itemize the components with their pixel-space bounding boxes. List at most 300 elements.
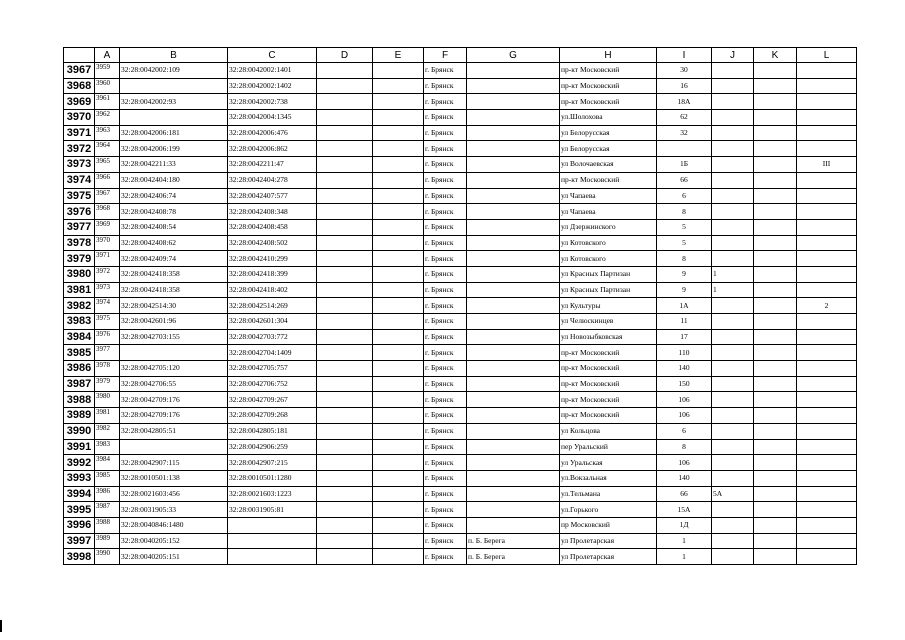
cell-h[interactable]: ул Кольцова	[560, 423, 657, 439]
cell-l[interactable]	[797, 455, 857, 471]
cell-g[interactable]	[467, 63, 560, 79]
column-header-k[interactable]: K	[754, 48, 797, 63]
cell-j[interactable]	[712, 78, 754, 94]
cell-a[interactable]: 3961	[95, 94, 120, 110]
row-header[interactable]: 3969	[64, 94, 95, 110]
cell-b[interactable]: 32:28:0042706:55	[120, 376, 228, 392]
cell-f[interactable]: г. Брянск	[424, 329, 467, 345]
row-header[interactable]: 3972	[64, 141, 95, 157]
cell-e[interactable]	[373, 235, 424, 251]
row-header[interactable]: 3993	[64, 470, 95, 486]
cell-k[interactable]	[754, 392, 797, 408]
cell-g[interactable]	[467, 439, 560, 455]
cell-e[interactable]	[373, 63, 424, 79]
cell-c[interactable]: 32:28:0042006:862	[228, 141, 317, 157]
cell-d[interactable]	[317, 188, 373, 204]
cell-f[interactable]: г. Брянск	[424, 345, 467, 361]
cell-i[interactable]: 17	[657, 329, 712, 345]
cell-c[interactable]	[228, 517, 317, 533]
cell-j[interactable]	[712, 172, 754, 188]
cell-k[interactable]	[754, 251, 797, 267]
cell-d[interactable]	[317, 345, 373, 361]
cell-g[interactable]	[467, 423, 560, 439]
cell-b[interactable]: 32:28:0042409:74	[120, 251, 228, 267]
cell-f[interactable]: г. Брянск	[424, 235, 467, 251]
cell-k[interactable]	[754, 314, 797, 330]
cell-e[interactable]	[373, 423, 424, 439]
cell-b[interactable]: 32:28:0042601:96	[120, 314, 228, 330]
cell-c[interactable]: 32:28:0042004:1345	[228, 110, 317, 126]
cell-h[interactable]: ул Красных Партизан	[560, 266, 657, 282]
row-header[interactable]: 3987	[64, 376, 95, 392]
cell-h[interactable]: ул Челюскинцев	[560, 314, 657, 330]
cell-l[interactable]	[797, 110, 857, 126]
column-header-e[interactable]: E	[373, 48, 424, 63]
cell-a[interactable]: 3970	[95, 235, 120, 251]
cell-d[interactable]	[317, 502, 373, 518]
cell-f[interactable]: г. Брянск	[424, 251, 467, 267]
cell-h[interactable]: ул Белорусская	[560, 125, 657, 141]
cell-d[interactable]	[317, 298, 373, 314]
cell-g[interactable]	[467, 298, 560, 314]
cell-e[interactable]	[373, 486, 424, 502]
cell-i[interactable]: 150	[657, 376, 712, 392]
cell-c[interactable]: 32:28:0042002:1401	[228, 63, 317, 79]
cell-i[interactable]: 1	[657, 533, 712, 549]
cell-f[interactable]: г. Брянск	[424, 94, 467, 110]
cell-d[interactable]	[317, 219, 373, 235]
cell-h[interactable]: пр-кт Московский	[560, 345, 657, 361]
cell-j[interactable]	[712, 392, 754, 408]
cell-d[interactable]	[317, 533, 373, 549]
column-header-j[interactable]: J	[712, 48, 754, 63]
cell-i[interactable]: 106	[657, 408, 712, 424]
cell-l[interactable]	[797, 172, 857, 188]
cell-j[interactable]	[712, 219, 754, 235]
cell-l[interactable]: 2	[797, 298, 857, 314]
cell-h[interactable]: пр-кт Московский	[560, 376, 657, 392]
cell-i[interactable]: 140	[657, 470, 712, 486]
cell-e[interactable]	[373, 439, 424, 455]
cell-c[interactable]: 32:28:0042709:268	[228, 408, 317, 424]
cell-d[interactable]	[317, 361, 373, 377]
cell-h[interactable]: пр Московский	[560, 517, 657, 533]
cell-g[interactable]	[467, 329, 560, 345]
cell-b[interactable]: 32:28:0042514:30	[120, 298, 228, 314]
cell-g[interactable]	[467, 251, 560, 267]
cell-e[interactable]	[373, 329, 424, 345]
cell-d[interactable]	[317, 204, 373, 220]
cell-b[interactable]: 32:28:0042002:93	[120, 94, 228, 110]
cell-c[interactable]: 32:28:0042404:278	[228, 172, 317, 188]
cell-g[interactable]	[467, 125, 560, 141]
cell-g[interactable]	[467, 110, 560, 126]
cell-b[interactable]: 32:28:0040205:152	[120, 533, 228, 549]
cell-h[interactable]: ул.Шолохова	[560, 110, 657, 126]
cell-j[interactable]	[712, 455, 754, 471]
cell-k[interactable]	[754, 235, 797, 251]
cell-b[interactable]: 32:28:0042705:120	[120, 361, 228, 377]
row-header[interactable]: 3996	[64, 517, 95, 533]
corner-header[interactable]	[64, 48, 95, 63]
cell-k[interactable]	[754, 408, 797, 424]
cell-l[interactable]	[797, 423, 857, 439]
cell-i[interactable]: 1	[657, 549, 712, 565]
row-header[interactable]: 3998	[64, 549, 95, 565]
row-header[interactable]: 3985	[64, 345, 95, 361]
row-header[interactable]: 3991	[64, 439, 95, 455]
cell-l[interactable]	[797, 486, 857, 502]
cell-f[interactable]: г. Брянск	[424, 486, 467, 502]
cell-b[interactable]: 32:28:0042709:176	[120, 392, 228, 408]
cell-f[interactable]: г. Брянск	[424, 63, 467, 79]
cell-j[interactable]	[712, 141, 754, 157]
cell-k[interactable]	[754, 517, 797, 533]
cell-a[interactable]: 3969	[95, 219, 120, 235]
cell-f[interactable]: г. Брянск	[424, 455, 467, 471]
cell-e[interactable]	[373, 408, 424, 424]
cell-c[interactable]	[228, 549, 317, 565]
cell-b[interactable]	[120, 345, 228, 361]
cell-g[interactable]	[467, 408, 560, 424]
cell-k[interactable]	[754, 329, 797, 345]
cell-k[interactable]	[754, 298, 797, 314]
cell-g[interactable]	[467, 314, 560, 330]
cell-l[interactable]	[797, 266, 857, 282]
cell-g[interactable]	[467, 188, 560, 204]
cell-h[interactable]: ул Новозыбковская	[560, 329, 657, 345]
cell-l[interactable]	[797, 204, 857, 220]
cell-a[interactable]: 3989	[95, 533, 120, 549]
cell-i[interactable]: 66	[657, 486, 712, 502]
cell-e[interactable]	[373, 125, 424, 141]
cell-j[interactable]	[712, 345, 754, 361]
cell-l[interactable]	[797, 314, 857, 330]
cell-l[interactable]	[797, 63, 857, 79]
cell-c[interactable]: 32:28:0042704:1409	[228, 345, 317, 361]
cell-j[interactable]	[712, 314, 754, 330]
cell-b[interactable]: 32:28:0021603:456	[120, 486, 228, 502]
cell-g[interactable]	[467, 345, 560, 361]
cell-h[interactable]: ул Культуры	[560, 298, 657, 314]
row-header[interactable]: 3989	[64, 408, 95, 424]
cell-k[interactable]	[754, 282, 797, 298]
cell-h[interactable]: пр-кт Московский	[560, 392, 657, 408]
cell-k[interactable]	[754, 63, 797, 79]
cell-i[interactable]: 16	[657, 78, 712, 94]
cell-i[interactable]: 9	[657, 266, 712, 282]
cell-d[interactable]	[317, 282, 373, 298]
cell-h[interactable]: ул Чапаева	[560, 204, 657, 220]
cell-b[interactable]: 32:28:0042006:199	[120, 141, 228, 157]
cell-b[interactable]: 32:28:0042408:62	[120, 235, 228, 251]
cell-k[interactable]	[754, 376, 797, 392]
cell-g[interactable]	[467, 392, 560, 408]
cell-d[interactable]	[317, 125, 373, 141]
cell-k[interactable]	[754, 470, 797, 486]
cell-e[interactable]	[373, 251, 424, 267]
cell-e[interactable]	[373, 361, 424, 377]
cell-h[interactable]: ул Пролетарская	[560, 533, 657, 549]
row-header[interactable]: 3986	[64, 361, 95, 377]
cell-e[interactable]	[373, 470, 424, 486]
cell-e[interactable]	[373, 188, 424, 204]
cell-i[interactable]: 62	[657, 110, 712, 126]
row-header[interactable]: 3975	[64, 188, 95, 204]
cell-g[interactable]	[467, 266, 560, 282]
cell-j[interactable]	[712, 63, 754, 79]
cell-f[interactable]: г. Брянск	[424, 423, 467, 439]
cell-j[interactable]	[712, 408, 754, 424]
row-header[interactable]: 3980	[64, 266, 95, 282]
cell-a[interactable]: 3959	[95, 63, 120, 79]
cell-a[interactable]: 3977	[95, 345, 120, 361]
cell-c[interactable]	[228, 533, 317, 549]
cell-h[interactable]: ул.Тельмана	[560, 486, 657, 502]
cell-j[interactable]	[712, 549, 754, 565]
cell-d[interactable]	[317, 110, 373, 126]
cell-h[interactable]: ул Пролетарская	[560, 549, 657, 565]
cell-e[interactable]	[373, 298, 424, 314]
cell-i[interactable]: 6	[657, 188, 712, 204]
cell-i[interactable]: 1А	[657, 298, 712, 314]
cell-j[interactable]	[712, 439, 754, 455]
cell-a[interactable]: 3967	[95, 188, 120, 204]
cell-i[interactable]: 9	[657, 282, 712, 298]
cell-c[interactable]: 32:28:0042705:757	[228, 361, 317, 377]
cell-i[interactable]: 140	[657, 361, 712, 377]
row-header[interactable]: 3970	[64, 110, 95, 126]
cell-a[interactable]: 3972	[95, 266, 120, 282]
cell-k[interactable]	[754, 533, 797, 549]
cell-j[interactable]	[712, 298, 754, 314]
cell-a[interactable]: 3988	[95, 517, 120, 533]
cell-l[interactable]	[797, 345, 857, 361]
cell-g[interactable]	[467, 470, 560, 486]
cell-g[interactable]	[467, 78, 560, 94]
cell-j[interactable]: 5А	[712, 486, 754, 502]
row-header[interactable]: 3973	[64, 157, 95, 173]
cell-f[interactable]: г. Брянск	[424, 125, 467, 141]
cell-g[interactable]	[467, 502, 560, 518]
cell-l[interactable]	[797, 361, 857, 377]
cell-i[interactable]: 11	[657, 314, 712, 330]
cell-j[interactable]	[712, 251, 754, 267]
cell-b[interactable]: 32:28:0040205:151	[120, 549, 228, 565]
cell-i[interactable]: 5	[657, 219, 712, 235]
cell-l[interactable]	[797, 329, 857, 345]
cell-j[interactable]	[712, 235, 754, 251]
cell-c[interactable]: 32:28:0042408:458	[228, 219, 317, 235]
cell-g[interactable]: п. Б. Берега	[467, 533, 560, 549]
cell-b[interactable]	[120, 439, 228, 455]
cell-l[interactable]	[797, 235, 857, 251]
cell-g[interactable]	[467, 376, 560, 392]
cell-a[interactable]: 3962	[95, 110, 120, 126]
cell-k[interactable]	[754, 486, 797, 502]
cell-a[interactable]: 3987	[95, 502, 120, 518]
cell-i[interactable]: 8	[657, 439, 712, 455]
column-header-b[interactable]: B	[120, 48, 228, 63]
cell-d[interactable]	[317, 423, 373, 439]
cell-l[interactable]	[797, 549, 857, 565]
cell-l[interactable]	[797, 533, 857, 549]
cell-l[interactable]	[797, 251, 857, 267]
cell-b[interactable]	[120, 110, 228, 126]
cell-f[interactable]: г. Брянск	[424, 392, 467, 408]
cell-i[interactable]	[657, 141, 712, 157]
cell-c[interactable]: 32:28:0042907:215	[228, 455, 317, 471]
cell-l[interactable]	[797, 78, 857, 94]
cell-d[interactable]	[317, 376, 373, 392]
cell-d[interactable]	[317, 470, 373, 486]
cell-a[interactable]: 3981	[95, 408, 120, 424]
cell-j[interactable]: 1	[712, 282, 754, 298]
cell-f[interactable]: г. Брянск	[424, 517, 467, 533]
cell-k[interactable]	[754, 172, 797, 188]
cell-c[interactable]: 32:28:0042906:259	[228, 439, 317, 455]
cell-i[interactable]: 5	[657, 235, 712, 251]
cell-c[interactable]: 32:28:0042408:348	[228, 204, 317, 220]
cell-h[interactable]: пр-кт Московский	[560, 408, 657, 424]
cell-k[interactable]	[754, 141, 797, 157]
cell-f[interactable]: г. Брянск	[424, 188, 467, 204]
cell-b[interactable]: 32:28:0042907:115	[120, 455, 228, 471]
cell-e[interactable]	[373, 204, 424, 220]
cell-f[interactable]: г. Брянск	[424, 141, 467, 157]
cell-d[interactable]	[317, 486, 373, 502]
cell-j[interactable]	[712, 361, 754, 377]
cell-l[interactable]	[797, 408, 857, 424]
cell-d[interactable]	[317, 517, 373, 533]
column-header-l[interactable]: L	[797, 48, 857, 63]
cell-b[interactable]: 32:28:0042418:358	[120, 266, 228, 282]
cell-h[interactable]: пр-кт Московский	[560, 172, 657, 188]
cell-e[interactable]	[373, 141, 424, 157]
cell-f[interactable]: г. Брянск	[424, 157, 467, 173]
cell-b[interactable]: 32:28:0042406:74	[120, 188, 228, 204]
cell-g[interactable]	[467, 172, 560, 188]
cell-f[interactable]: г. Брянск	[424, 314, 467, 330]
cell-k[interactable]	[754, 204, 797, 220]
cell-b[interactable]: 32:28:0042408:54	[120, 219, 228, 235]
cell-f[interactable]: г. Брянск	[424, 361, 467, 377]
cell-k[interactable]	[754, 110, 797, 126]
cell-j[interactable]	[712, 157, 754, 173]
cell-i[interactable]: 18А	[657, 94, 712, 110]
cell-b[interactable]: 32:28:0042211:33	[120, 157, 228, 173]
row-header[interactable]: 3977	[64, 219, 95, 235]
cell-l[interactable]	[797, 502, 857, 518]
column-header-g[interactable]: G	[467, 48, 560, 63]
cell-b[interactable]: 32:28:0042408:78	[120, 204, 228, 220]
cell-e[interactable]	[373, 376, 424, 392]
row-header[interactable]: 3967	[64, 63, 95, 79]
cell-g[interactable]	[467, 455, 560, 471]
cell-e[interactable]	[373, 157, 424, 173]
cell-l[interactable]	[797, 392, 857, 408]
cell-d[interactable]	[317, 266, 373, 282]
cell-g[interactable]	[467, 219, 560, 235]
cell-a[interactable]: 3973	[95, 282, 120, 298]
column-header-d[interactable]: D	[317, 48, 373, 63]
cell-g[interactable]	[467, 141, 560, 157]
row-header[interactable]: 3990	[64, 423, 95, 439]
cell-h[interactable]: ул.Горького	[560, 502, 657, 518]
cell-j[interactable]	[712, 204, 754, 220]
cell-a[interactable]: 3980	[95, 392, 120, 408]
cell-b[interactable]: 32:28:0010501:138	[120, 470, 228, 486]
cell-g[interactable]	[467, 94, 560, 110]
cell-a[interactable]: 3976	[95, 329, 120, 345]
cell-c[interactable]: 32:28:0042002:1402	[228, 78, 317, 94]
cell-d[interactable]	[317, 63, 373, 79]
cell-c[interactable]: 32:28:0042006:476	[228, 125, 317, 141]
cell-h[interactable]: ул Красных Партизан	[560, 282, 657, 298]
cell-b[interactable]: 32:28:0042006:181	[120, 125, 228, 141]
cell-b[interactable]: 32:28:0042002:109	[120, 63, 228, 79]
cell-b[interactable]: 32:28:0040846:1480	[120, 517, 228, 533]
cell-l[interactable]	[797, 282, 857, 298]
cell-c[interactable]: 32:28:0042805:181	[228, 423, 317, 439]
cell-k[interactable]	[754, 266, 797, 282]
cell-f[interactable]: г. Брянск	[424, 172, 467, 188]
cell-a[interactable]: 3965	[95, 157, 120, 173]
cell-l[interactable]	[797, 94, 857, 110]
cell-f[interactable]: г. Брянск	[424, 298, 467, 314]
cell-i[interactable]: 66	[657, 172, 712, 188]
cell-j[interactable]: 1	[712, 266, 754, 282]
cell-i[interactable]: 15А	[657, 502, 712, 518]
cell-g[interactable]	[467, 361, 560, 377]
cell-h[interactable]: ул Котовского	[560, 235, 657, 251]
cell-c[interactable]: 32:28:0042706:752	[228, 376, 317, 392]
cell-l[interactable]	[797, 141, 857, 157]
row-header[interactable]: 3982	[64, 298, 95, 314]
column-header-c[interactable]: C	[228, 48, 317, 63]
row-header[interactable]: 3976	[64, 204, 95, 220]
cell-e[interactable]	[373, 533, 424, 549]
cell-f[interactable]: г. Брянск	[424, 204, 467, 220]
row-header[interactable]: 3988	[64, 392, 95, 408]
cell-h[interactable]: ул Волочаевская	[560, 157, 657, 173]
cell-b[interactable]	[120, 78, 228, 94]
cell-d[interactable]	[317, 392, 373, 408]
cell-h[interactable]: ул.Вокзальная	[560, 470, 657, 486]
cell-a[interactable]: 3983	[95, 439, 120, 455]
cell-l[interactable]	[797, 470, 857, 486]
cell-a[interactable]: 3960	[95, 78, 120, 94]
cell-j[interactable]	[712, 502, 754, 518]
cell-c[interactable]: 32:28:0042407:577	[228, 188, 317, 204]
cell-i[interactable]: 32	[657, 125, 712, 141]
cell-a[interactable]: 3978	[95, 361, 120, 377]
cell-e[interactable]	[373, 219, 424, 235]
cell-j[interactable]	[712, 470, 754, 486]
cell-e[interactable]	[373, 110, 424, 126]
cell-i[interactable]: 110	[657, 345, 712, 361]
cell-b[interactable]: 32:28:0042404:180	[120, 172, 228, 188]
cell-e[interactable]	[373, 266, 424, 282]
row-header[interactable]: 3994	[64, 486, 95, 502]
cell-i[interactable]: 6	[657, 423, 712, 439]
cell-h[interactable]: пр-кт Московский	[560, 361, 657, 377]
cell-d[interactable]	[317, 172, 373, 188]
cell-e[interactable]	[373, 455, 424, 471]
cell-k[interactable]	[754, 549, 797, 565]
cell-d[interactable]	[317, 314, 373, 330]
cell-c[interactable]: 32:28:0042703:772	[228, 329, 317, 345]
